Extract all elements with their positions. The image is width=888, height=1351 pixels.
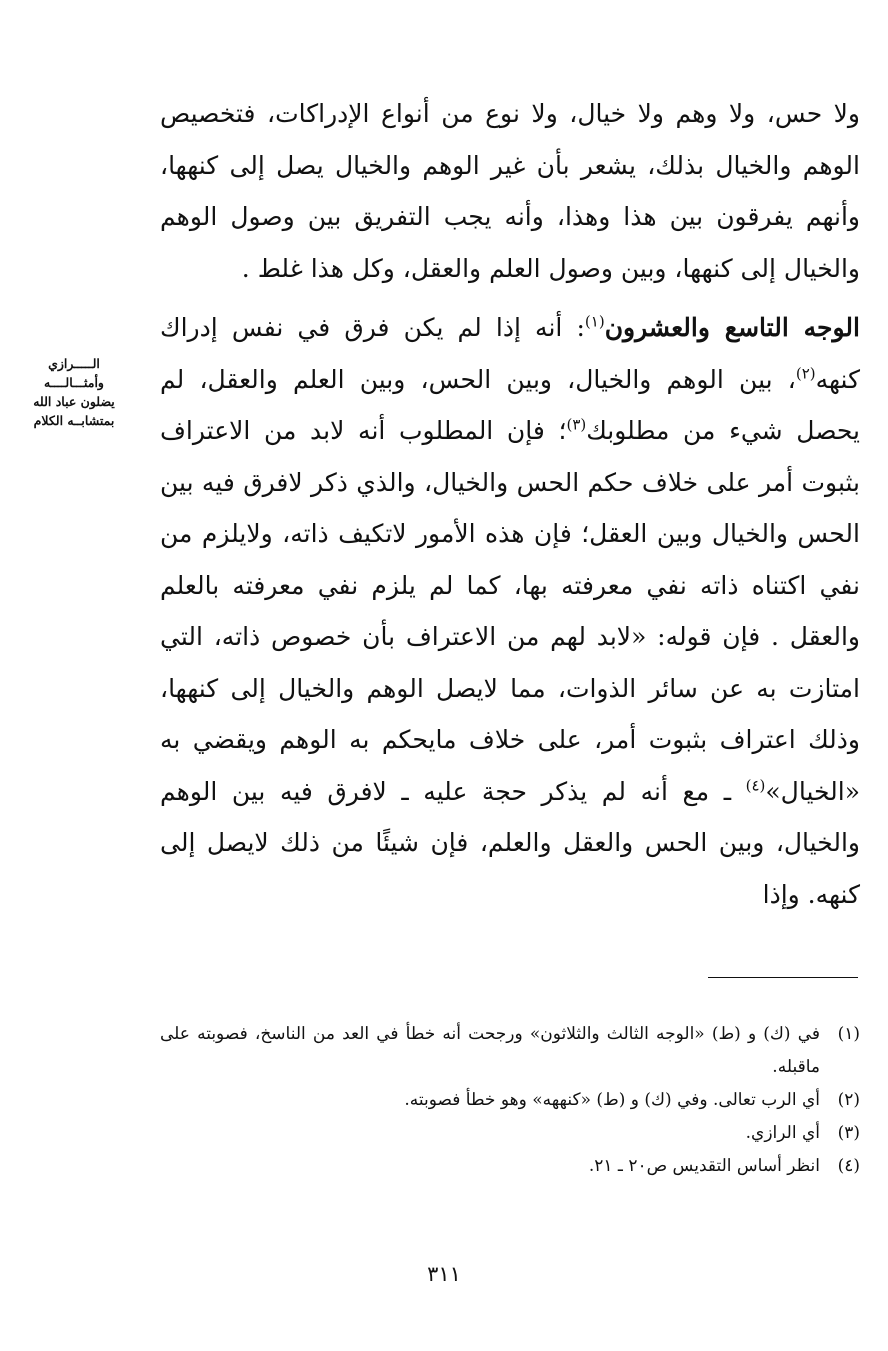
footnote-ref-4[interactable]: (٤) [745, 776, 766, 795]
page-number: ٣١١ [427, 1262, 461, 1286]
section-paragraph [160, 302, 860, 920]
paragraph-gap [160, 294, 860, 302]
footnotes [160, 1018, 860, 1183]
footnote-number: (١) [837, 1024, 860, 1044]
footnote-ref-2[interactable]: (٢) [795, 364, 816, 383]
footnote-text: في (ك) و (ط) «الوجه الثالث والثلاثون» ورجحت أنه خطأ في العد من الناسخ، فصوبته على ماقبله. [160, 1024, 820, 1077]
footnote-text: أي الرب تعالى. وفي (ك) و (ط) «كنههه» وهو خطأ فصوبته. [404, 1090, 820, 1110]
footnote-item [160, 1117, 860, 1150]
footnote-item [160, 1084, 860, 1117]
footnote-separator [708, 977, 858, 978]
main-text [160, 88, 860, 920]
paragraph-segment-3: ؛ فإن المطلوب أنه لابد من الاعتراف بثبوت أمر على خلاف حكم الحس والخيال، والذي ذكر لافرق فيه بين الحس والخيال وبين العقل؛ فإن هذه الأمور لاتكيف ذاته، ولايلزم من نفي اكتناه ذاته نفي معرفته بها، كما لم يلزم نفي معرفته بالعلم والعقل . فإن قوله: «لابد لهم من الاعتراف بأن خصوص ذاته، التي امتازت به عن سائر الذوات، مما لايصل الوهم والخيال إلى كنهها، وذلك اعتراف بثبوت أمر، على خلاف مايحكم به الوهم ويقضي به «الخيال» [160, 416, 860, 806]
margin-note: الـــــرازي وأمثـــالــــه يضلون عباد الله بمتشابــه الكلام [33, 356, 115, 428]
footnote-ref-3[interactable]: (٣) [566, 415, 587, 434]
footnote-text: أي الرازي. [745, 1123, 820, 1143]
footnote-number: (٤) [837, 1156, 860, 1176]
footnote-item [160, 1150, 860, 1183]
paragraph-segment-1: : أنه إذا لم يكن فرق في نفس إدراك كنهه [160, 313, 860, 394]
footnote-number: (٣) [837, 1123, 860, 1143]
footnote-ref-1[interactable]: (١) [584, 312, 605, 331]
section-heading: الوجه التاسع والعشرون [604, 313, 860, 342]
footnote-number: (٢) [837, 1090, 860, 1110]
paragraph-segment-4: ـ مع أنه لم يذكر حجة عليه ـ لافرق فيه بين الوهم والخيال، وبين الحس والعقل والعلم، فإن شيئًا من ذلك لايصل إلى كنهه. وإذا [160, 776, 860, 909]
footnote-item [160, 1018, 860, 1084]
intro-paragraph: ولا حس، ولا وهم ولا خيال، ولا نوع من أنواع الإدراكات، فتخصيص الوهم والخيال بذلك، يشعر بأن غير الوهم والخيال يصل إلى كنهها، وأنهم يفرقون بين هذا وهذا، وأنه يجب التفريق بين وصول الوهم والخيال إلى كنهها، وبين وصول العلم والعقل، وكل هذا غلط . [160, 99, 860, 283]
footnote-text: انظر أساس التقديس ص٢٠ ـ ٢١. [588, 1156, 820, 1176]
paragraph-segment-2: ، بين الوهم والخيال، وبين الحس، وبين العلم والعقل، لم يحصل شيء من مطلوبك [160, 364, 860, 445]
